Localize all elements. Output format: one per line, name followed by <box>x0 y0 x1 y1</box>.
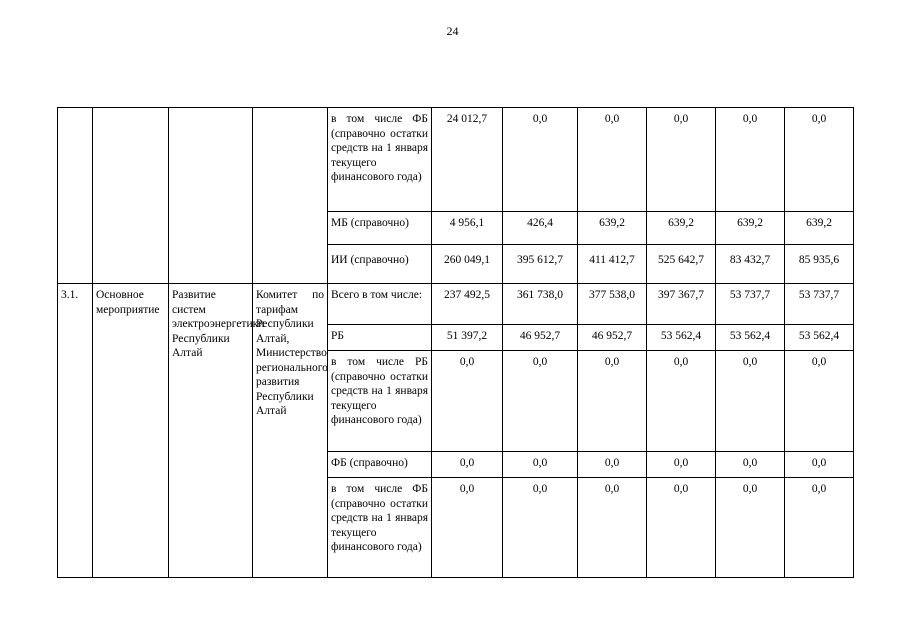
empty-cell <box>169 108 253 284</box>
value-cell: 0,0 <box>432 452 503 478</box>
funding-source-label: в том числе ФБ (справочно остатки средств на 1 января текущего финансового года) <box>328 108 432 212</box>
value-cell: 0,0 <box>716 478 785 578</box>
measure-number: 3.1. <box>58 284 93 578</box>
value-cell: 0,0 <box>647 108 716 212</box>
value-cell: 237 492,5 <box>432 284 503 325</box>
value-cell: 85 935,6 <box>785 245 854 284</box>
funding-source-label: Всего в том числе: <box>328 284 432 325</box>
empty-cell <box>58 108 93 284</box>
value-cell: 4 956,1 <box>432 212 503 245</box>
value-cell: 0,0 <box>503 478 578 578</box>
value-cell: 0,0 <box>647 478 716 578</box>
value-cell: 395 612,7 <box>503 245 578 284</box>
table-row <box>58 284 854 325</box>
value-cell: 0,0 <box>785 108 854 212</box>
value-cell: 361 738,0 <box>503 284 578 325</box>
empty-cell <box>253 108 328 284</box>
value-cell: 0,0 <box>578 452 647 478</box>
measure-type: Основное мероприятие <box>93 284 169 578</box>
value-cell: 0,0 <box>578 478 647 578</box>
table-row <box>58 108 854 212</box>
value-cell: 0,0 <box>716 108 785 212</box>
value-cell: 377 538,0 <box>578 284 647 325</box>
value-cell: 639,2 <box>716 212 785 245</box>
page-number: 24 <box>446 24 459 38</box>
value-cell: 46 952,7 <box>578 325 647 351</box>
value-cell: 0,0 <box>578 108 647 212</box>
empty-cell <box>93 108 169 284</box>
value-cell: 0,0 <box>503 108 578 212</box>
funding-source-label: ФБ (справочно) <box>328 452 432 478</box>
value-cell: 639,2 <box>578 212 647 245</box>
value-cell: 0,0 <box>785 478 854 578</box>
value-cell: 426,4 <box>503 212 578 245</box>
value-cell: 0,0 <box>785 452 854 478</box>
value-cell: 53 562,4 <box>647 325 716 351</box>
value-cell: 0,0 <box>503 351 578 452</box>
value-cell: 53 737,7 <box>785 284 854 325</box>
funding-source-label: в том числе РБ (справочно остатки средств на 1 января текущего финансового года) <box>328 351 432 452</box>
value-cell: 639,2 <box>785 212 854 245</box>
value-cell: 53 562,4 <box>716 325 785 351</box>
value-cell: 0,0 <box>647 351 716 452</box>
measure-executor: Комитет по тарифам Республики Алтай, Министерство регионального развития Республики Алтай <box>253 284 328 578</box>
value-cell: 525 642,7 <box>647 245 716 284</box>
value-cell: 411 412,7 <box>578 245 647 284</box>
budget-table <box>57 107 854 578</box>
value-cell: 0,0 <box>432 351 503 452</box>
value-cell: 0,0 <box>785 351 854 452</box>
funding-source-label: МБ (справочно) <box>328 212 432 245</box>
value-cell: 0,0 <box>716 452 785 478</box>
value-cell: 0,0 <box>432 478 503 578</box>
funding-source-label: РБ <box>328 325 432 351</box>
funding-source-label: в том числе ФБ (справочно остатки средств на 1 января текущего финансового года) <box>328 478 432 578</box>
value-cell: 0,0 <box>578 351 647 452</box>
value-cell: 0,0 <box>647 452 716 478</box>
value-cell: 53 737,7 <box>716 284 785 325</box>
value-cell: 83 432,7 <box>716 245 785 284</box>
value-cell: 397 367,7 <box>647 284 716 325</box>
value-cell: 51 397,2 <box>432 325 503 351</box>
funding-source-label: ИИ (справочно) <box>328 245 432 284</box>
value-cell: 24 012,7 <box>432 108 503 212</box>
value-cell: 46 952,7 <box>503 325 578 351</box>
value-cell: 0,0 <box>716 351 785 452</box>
measure-name: Развитие систем электроэнергетики Республики Алтай <box>169 284 253 578</box>
value-cell: 639,2 <box>647 212 716 245</box>
value-cell: 53 562,4 <box>785 325 854 351</box>
value-cell: 0,0 <box>503 452 578 478</box>
value-cell: 260 049,1 <box>432 245 503 284</box>
